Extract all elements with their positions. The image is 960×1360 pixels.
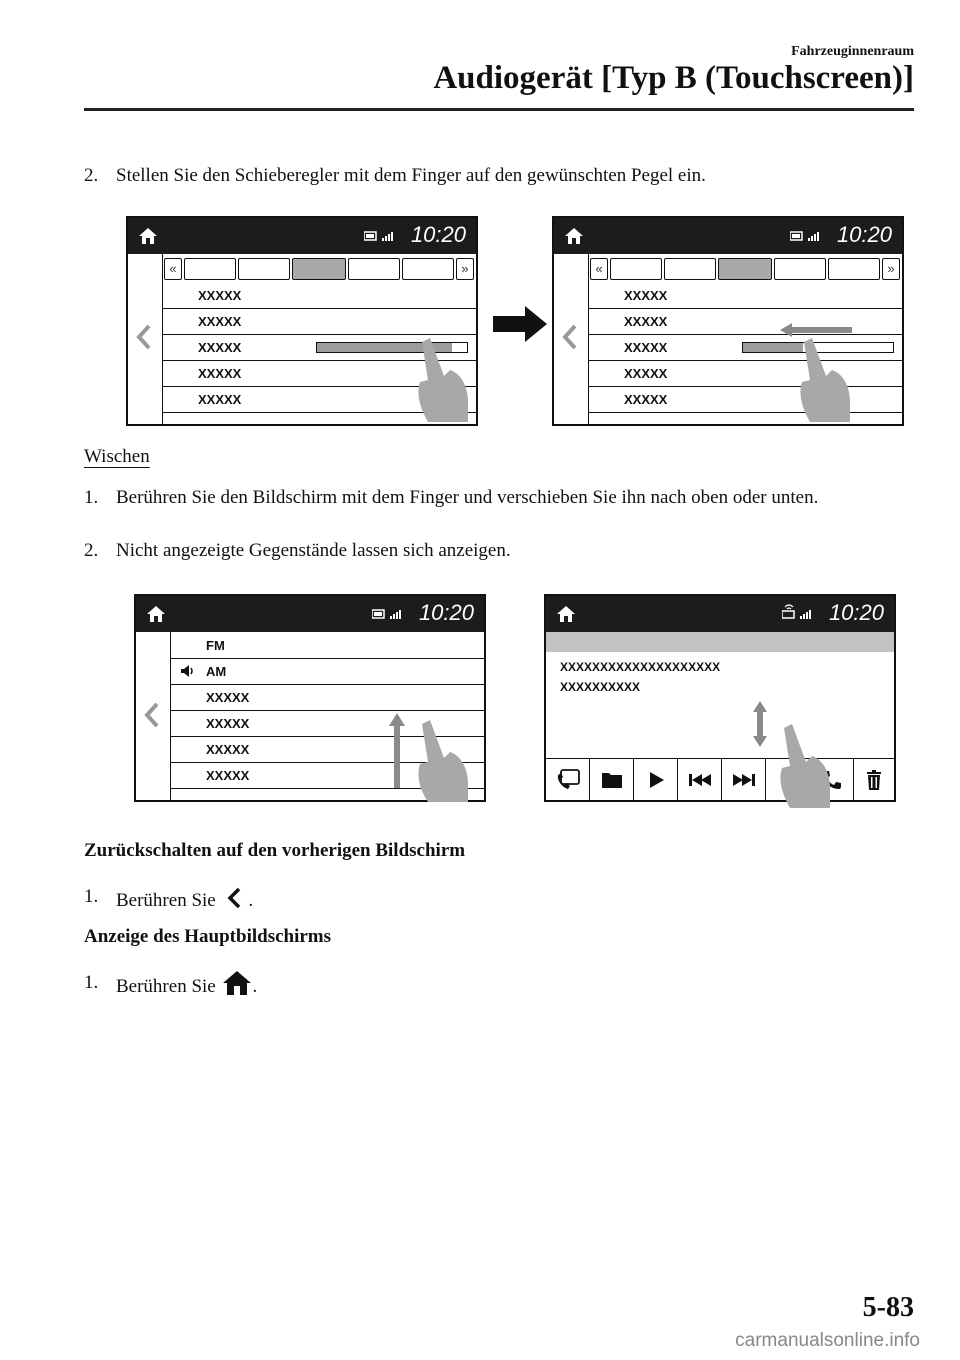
list-item[interactable]: XXXXX bbox=[588, 360, 902, 387]
speaker-icon bbox=[180, 664, 196, 678]
list-item[interactable]: XXXXX bbox=[162, 360, 476, 387]
list-item[interactable]: XXXXX bbox=[588, 282, 902, 309]
step-text: Stellen Sie den Schieberegler mit dem Finger auf den gewünschten Pegel ein. bbox=[116, 165, 706, 186]
bluetooth-signal-icon bbox=[782, 602, 818, 620]
step-wischen-2 bbox=[84, 538, 914, 566]
home-icon[interactable] bbox=[556, 605, 576, 623]
next-track-icon bbox=[732, 773, 756, 787]
home-icon[interactable] bbox=[138, 227, 158, 245]
tab[interactable] bbox=[610, 258, 662, 280]
section-label: Fahrzeuginnenraum bbox=[791, 44, 914, 59]
home-icon bbox=[222, 970, 252, 996]
list-item[interactable]: XXXXX bbox=[170, 684, 484, 711]
back-chevron-icon[interactable] bbox=[144, 702, 160, 728]
next-track-button[interactable] bbox=[722, 758, 766, 800]
tab-scroll-left-icon[interactable]: « bbox=[590, 258, 608, 280]
list-item-slider[interactable]: XXXXX bbox=[588, 334, 902, 361]
step-number: 2. bbox=[84, 165, 99, 186]
step-text: Berühren Sie den Bildschirm mit dem Finger und verschieben Sie ihn nach oben oder unten. bbox=[116, 487, 819, 508]
list-item[interactable]: XXXXX bbox=[588, 308, 902, 335]
side-panel bbox=[136, 632, 171, 800]
step-text: Berühren Sie bbox=[116, 976, 216, 997]
finger-icon bbox=[404, 718, 474, 802]
list-item-am[interactable]: AM bbox=[170, 658, 484, 685]
back-chevron-icon bbox=[222, 884, 248, 912]
list-item[interactable]: XXXXX bbox=[162, 282, 476, 309]
list-item[interactable]: XXXXX bbox=[588, 386, 902, 413]
folder-button[interactable] bbox=[590, 758, 634, 800]
chapter-title: Audiogerät [Typ B (Touchscreen)] bbox=[433, 60, 914, 96]
list-item[interactable]: XXXXX bbox=[162, 308, 476, 335]
step-number: 1. bbox=[84, 886, 99, 907]
play-button[interactable] bbox=[634, 758, 678, 800]
page-number: 5-83 bbox=[862, 1292, 914, 1323]
tab-selected[interactable] bbox=[292, 258, 346, 280]
tab-scroll-right-icon[interactable]: » bbox=[456, 258, 474, 280]
back-chevron-icon[interactable] bbox=[562, 324, 578, 350]
list-item[interactable]: XXXXX bbox=[170, 762, 484, 789]
play-icon bbox=[649, 771, 665, 789]
step-slider bbox=[84, 163, 914, 193]
arrow-right-icon bbox=[491, 304, 549, 344]
status-bar bbox=[546, 596, 894, 632]
step-number: 1. bbox=[84, 972, 99, 993]
step-home bbox=[84, 970, 914, 1000]
tab-strip bbox=[590, 258, 900, 280]
tab[interactable] bbox=[402, 258, 454, 280]
finger-icon bbox=[404, 336, 474, 424]
step-number: 1. bbox=[84, 487, 99, 508]
phone-signal-icon bbox=[372, 608, 408, 620]
step-text: Nicht angezeigte Gegenstände lassen sich anzeigen. bbox=[116, 540, 511, 561]
tab-scroll-left-icon[interactable]: « bbox=[164, 258, 182, 280]
track-artist: XXXXXXXXXX bbox=[560, 680, 641, 694]
step-end: . bbox=[248, 890, 254, 911]
screen-slider-after bbox=[552, 216, 904, 426]
tab-strip bbox=[164, 258, 474, 280]
step-text: Berühren Sie bbox=[116, 890, 216, 911]
list-item[interactable]: XXXXX bbox=[170, 710, 484, 737]
step-end: . bbox=[252, 976, 258, 997]
tab-scroll-right-icon[interactable]: » bbox=[882, 258, 900, 280]
phone-signal-icon bbox=[790, 230, 826, 242]
clock: 10:20 bbox=[410, 222, 466, 247]
track-title: XXXXXXXXXXXXXXXXXXXX bbox=[560, 660, 721, 674]
swipe-updown-arrow-icon bbox=[752, 700, 768, 748]
status-bar bbox=[136, 596, 484, 632]
phone-signal-icon bbox=[364, 230, 400, 242]
screen-media bbox=[544, 594, 896, 802]
info-band bbox=[546, 632, 894, 652]
screen-radio-list bbox=[134, 594, 486, 802]
previous-track-button[interactable] bbox=[678, 758, 722, 800]
tab[interactable] bbox=[664, 258, 716, 280]
heading-back: Zurückschalten auf den vorherigen Bildschirm bbox=[84, 840, 466, 861]
watermark: carmanualsonline.info bbox=[735, 1330, 920, 1351]
finger-icon bbox=[786, 336, 856, 424]
finger-icon bbox=[770, 722, 836, 810]
header-rule bbox=[84, 108, 914, 111]
heading-wischen: Wischen bbox=[84, 446, 150, 467]
trash-icon bbox=[866, 769, 882, 791]
status-bar bbox=[128, 218, 476, 254]
tab[interactable] bbox=[238, 258, 290, 280]
folder-icon bbox=[601, 771, 623, 789]
tab[interactable] bbox=[184, 258, 236, 280]
phonebook-button[interactable] bbox=[546, 758, 590, 800]
screen-slider-before bbox=[126, 216, 478, 426]
list-item-slider[interactable]: XXXXX bbox=[162, 334, 476, 361]
side-panel bbox=[128, 254, 163, 424]
home-icon[interactable] bbox=[146, 605, 166, 623]
list-item-fm[interactable]: FM bbox=[170, 632, 484, 659]
phonebook-icon bbox=[556, 769, 580, 791]
step-wischen-1 bbox=[84, 485, 914, 539]
previous-track-icon bbox=[688, 773, 712, 787]
tab-selected[interactable] bbox=[718, 258, 772, 280]
tab[interactable] bbox=[828, 258, 880, 280]
step-back bbox=[84, 884, 914, 914]
list-item[interactable]: XXXXX bbox=[162, 386, 476, 413]
back-chevron-icon[interactable] bbox=[136, 324, 152, 350]
clock: 10:20 bbox=[836, 222, 892, 247]
delete-button[interactable] bbox=[854, 758, 894, 800]
heading-home: Anzeige des Hauptbildschirms bbox=[84, 926, 332, 947]
status-bar bbox=[554, 218, 902, 254]
list-item[interactable]: XXXXX bbox=[170, 736, 484, 763]
home-icon[interactable] bbox=[564, 227, 584, 245]
clock: 10:20 bbox=[828, 600, 884, 625]
step-number: 2. bbox=[84, 540, 99, 561]
tab[interactable] bbox=[774, 258, 826, 280]
clock: 10:20 bbox=[418, 600, 474, 625]
side-panel bbox=[554, 254, 589, 424]
tab[interactable] bbox=[348, 258, 400, 280]
